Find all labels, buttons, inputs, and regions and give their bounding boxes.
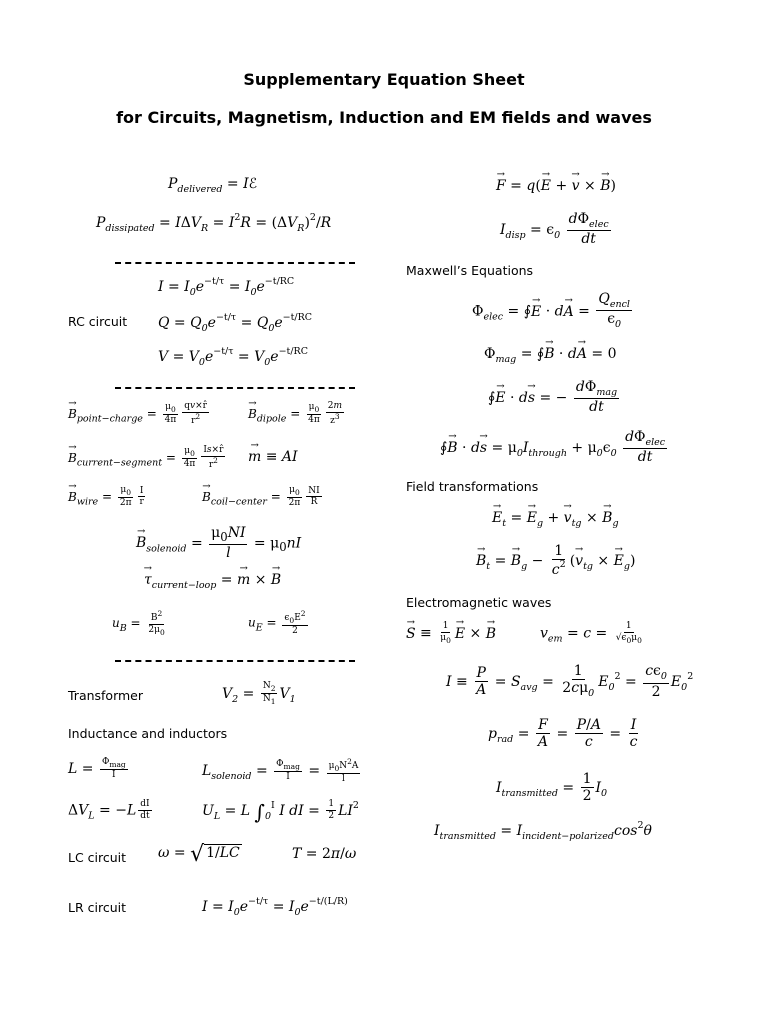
- equation-torque-current-loop: → $\tau_{current-loop}$ = → m × → B: [144, 572, 281, 591]
- equation-b-wire: → $B_{wire}$ = $\frac{\mu_0}{2\pi}$ $\frac{I}{r}$: [68, 486, 148, 508]
- equation-faraday: ∮→ E · d→ s = − $\frac{d\Phi_{mag}}{dt}$: [488, 380, 621, 416]
- equation-transmitted-intensity: $I_{transmitted}$ = $\frac{1}{2}$ $I_0$: [496, 771, 608, 805]
- equation-energy-density-e: $u_E$ = $\frac{\epsilon_0E^2}{2}$: [248, 609, 306, 637]
- equation-lc-period: T = 2π/ω: [292, 846, 357, 862]
- equation-b-current-segment: → $B_{current-segment}$ = $\frac{\mu_0}{4\pi}$ $\frac{Is\times r̂}{r^2}$: [68, 446, 227, 470]
- label-lc-circuit: LC circuit: [68, 850, 127, 865]
- equation-b-dipole: → $B_{dipole}$ = $\frac{\mu_0}{4\pi}$ $\frac{2m}{z^3}$: [248, 402, 346, 426]
- equation-energy-density-b: $u_B$ = $\frac{B^2}{2\mu_0}$: [112, 609, 165, 637]
- equation-inductor-energy: $U_L = L$ $\int_0^I$ I dI = $\frac{1}{2}$ $LI^2$: [202, 799, 359, 824]
- equation-lr-current: $I = I_0e^{-t/\tau} = I_0e^{-t/(L/R)}$: [202, 896, 348, 918]
- label-transformer: Transformer: [68, 688, 144, 703]
- equation-displacement-current: $I_{disp} = \epsilon_0$ $\frac{d\Phi_{elec}}{dt}$: [500, 211, 609, 248]
- equation-b-coil-center: → $B_{coil-center}$ = $\frac{\mu_0}{2\pi}$ $\frac{NI}{R}$: [202, 486, 324, 508]
- page-title: Supplementary Equation Sheet: [243, 70, 525, 89]
- equation-poynting-vector: → S ≡ $\frac{1}{\mu_0}$ → E × → B: [406, 622, 496, 645]
- equation-transformer: $V_2$ = $\frac{N_2}{N_1}$ $V_1$: [222, 681, 296, 706]
- equation-power-delivered: $P_{delivered}$ = Iℰ: [168, 176, 258, 195]
- equation-b-point-charge: → $B_{point-charge}$ = $\frac{\mu_0}{4\pi}$ $\frac{qv\times r̂}{r^2}$: [68, 402, 211, 426]
- label-maxwell-equations: Maxwell’s Equations: [406, 263, 534, 278]
- label-electromagnetic-waves: Electromagnetic waves: [406, 595, 552, 610]
- equation-malus-law: $I_{transmitted} = I_{incident-polarized}\cos^2\theta$: [434, 820, 652, 842]
- divider: [115, 660, 355, 662]
- equation-wave-speed: $v_{em} = c$ = $\frac{1}{√\epsilon_0\mu_0}$: [540, 621, 642, 645]
- equation-lc-omega: ω = √ 1/LC: [158, 842, 240, 867]
- equation-ampere-maxwell: ∮→ $B \cdot d\to s = \mu_0I_{through} + \mu_0\epsilon_0$ $\frac{d\Phi_{elec}}{dt}$: [440, 430, 669, 466]
- label-inductance: Inductance and inductors: [68, 726, 228, 741]
- equation-power-dissipated: $P_{dissipated} = I\Delta V_R = I^2R = (\Delta V_R)^2/R$: [96, 212, 332, 234]
- equation-rc-charge: $Q = Q_0e^{-t/\tau} = Q_0e^{-t/RC}$: [158, 312, 313, 334]
- equation-e-transform: → $E_t$ = → $E_g$ + → $v_{tg}$ × → $B_g$: [492, 510, 619, 529]
- equation-inductance: L = $\frac{\Phi_{mag}}{I}$: [68, 757, 126, 781]
- equation-b-transform: → $B_t$ = → $B_g$ − $\frac{1}{c^2}$ (→ $v_{tg}$ × → $E_g$): [476, 544, 635, 578]
- divider: [115, 387, 355, 389]
- equation-magnetic-moment: → m ≡ AI: [248, 449, 298, 466]
- equation-inductance-solenoid: $L_{solenoid}$ = $\frac{\Phi_{mag}}{I}$ = $\frac{\mu_0N^2A}{l}$: [202, 757, 359, 785]
- equation-rc-current: $I = I_0e^{-t/\tau} = I_0e^{-t/RC}$: [158, 276, 295, 298]
- divider: [115, 262, 355, 264]
- label-field-transformations: Field transformations: [406, 479, 539, 494]
- equation-gauss-electric: $\Phi_{elec}$ = ∮→ E · d→ A = $\frac{Q_{encl}}{\epsilon_0}$: [472, 292, 634, 331]
- equation-b-solenoid: → $B_{solenoid}$ = $\frac{\mu_0NI}{l}$ = $\mu_0nI$: [136, 526, 301, 561]
- label-rc-circuit: RC circuit: [68, 314, 128, 329]
- equation-rc-voltage: $V = V_0e^{-t/\tau} = V_0e^{-t/RC}$: [158, 346, 308, 368]
- equation-gauss-magnetic: $\Phi_{mag}$ = ∮→ B · d→ A = 0: [484, 346, 616, 365]
- page-subtitle: for Circuits, Magnetism, Induction and EM fields and waves: [116, 108, 652, 127]
- equation-intensity: I ≡ $\frac{P}{A}$ = $S_{avg}$ = $\frac{1}{2c\mu_0}$ $E_0^2$ = $\frac{c\epsilon_0}{2}$ $E_0^2$: [446, 663, 694, 700]
- equation-inductor-voltage: $\Delta V_L = -L$ $\frac{dI}{dt}$: [68, 799, 150, 822]
- equation-lorentz-force: → F = q(→ E + → v × → B): [496, 178, 616, 195]
- label-lr-circuit: LR circuit: [68, 900, 127, 915]
- equation-radiation-pressure: $p_{rad}$ = $\frac{F}{A}$ = $\frac{P/A}{c}$ = $\frac{I}{c}$: [488, 717, 638, 751]
